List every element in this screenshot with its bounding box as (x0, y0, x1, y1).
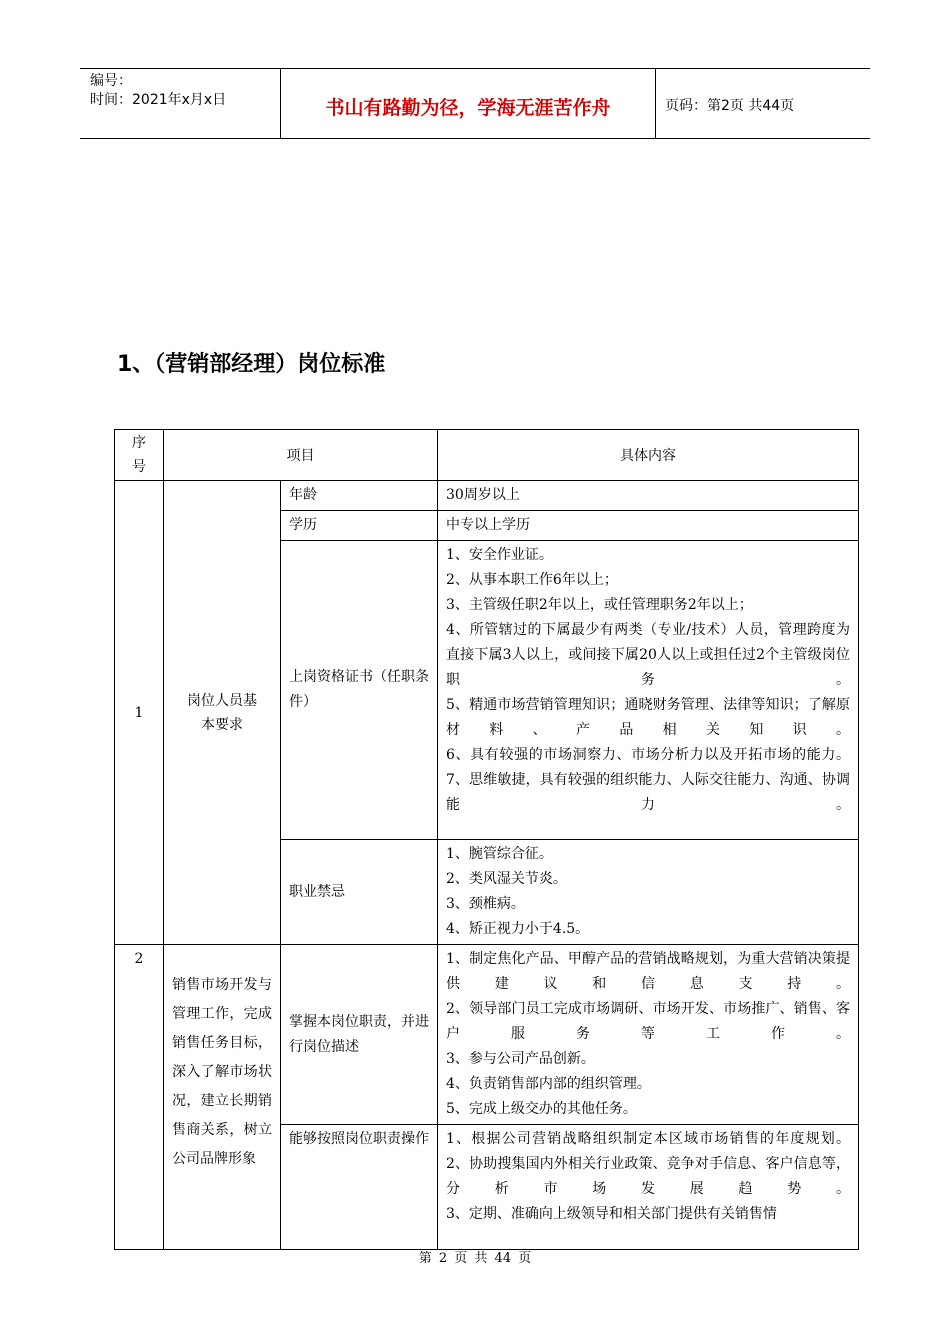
list-item: 5、精通市场营销管理知识；通晓财务管理、法律等知识；了解原材料、产品相关知识。 (446, 697, 850, 738)
subitem-label: 职业禁忌 (281, 840, 438, 945)
row1-category: 岗位人员基本要求 (164, 481, 281, 945)
header-page-cell (655, 69, 870, 138)
row2-seq: 2 (115, 945, 164, 1250)
table-row (115, 481, 859, 511)
page-footer: 第 2 页 共 44 页 (418, 1251, 532, 1266)
section-title: 1、（营销部经理）岗位标准 (117, 352, 386, 377)
document-number-label: 编号： (90, 73, 132, 89)
subitem-label: 掌握本岗位职责，并进行岗位描述 (281, 945, 438, 1125)
list-item: 1、制定焦化产品、甲醇产品的营销战略规划，为重大营销决策提供建议和信息支持。 (446, 951, 850, 992)
subitem-label: 年龄 (281, 481, 438, 511)
list-item: 6、具有较强的市场洞察力、市场分析力以及开拓市场的能力。 (446, 747, 850, 763)
list-item: 4、矫正视力小于4.5。 (446, 921, 590, 937)
list-item: 2、协助搜集国内外相关行业政策、竞争对手信息、客户信息等，分析市场发展趋势。 (446, 1156, 850, 1197)
subitem-label: 学历 (281, 511, 438, 541)
subitem-content (438, 945, 859, 1125)
subitem-label: 能够按照岗位职责操作 (281, 1125, 438, 1250)
document-time-label: 时间：2021年x月x日 (90, 92, 227, 108)
col-header-item: 项目 (164, 430, 438, 481)
subitem-content (438, 840, 859, 945)
header-page-info: 页码：第2页 共44页 (665, 98, 795, 114)
subitem-content (438, 1125, 859, 1250)
subitem-label: 上岗资格证书（任职条件） (281, 541, 438, 840)
list-item: 4、所管辖过的下属最少有两类（专业/技术）人员，管理跨度为直接下属3人以上，或间接下属20人以上或担任过2个主管级岗位职务。 (446, 622, 850, 688)
list-item: 1、安全作业证。 (446, 547, 553, 563)
list-item: 2、领导部门员工完成市场调研、市场开发、市场推广、销售、客户服务等工作。 (446, 1001, 850, 1042)
row1-seq: 1 (115, 481, 164, 945)
list-item: 3、主管级任职2年以上，或任管理职务2年以上； (446, 597, 753, 613)
list-item: 1、腕管综合征。 (446, 846, 553, 862)
list-item: 2、类风湿关节炎。 (446, 871, 567, 887)
table-header-row (115, 430, 859, 481)
page-header (80, 68, 870, 139)
header-meta (80, 69, 280, 138)
list-item: 3、颈椎病。 (446, 896, 525, 912)
job-standard-table (114, 429, 859, 1250)
col-header-content: 具体内容 (438, 430, 859, 481)
col-header-seq: 序号 (115, 430, 164, 481)
subitem-content: 30周岁以上 (438, 481, 859, 511)
subitem-content (438, 541, 859, 840)
subitem-content: 中专以上学历 (438, 511, 859, 541)
list-item: 3、定期、准确向上级领导和相关部门提供有关销售情 (446, 1206, 777, 1222)
header-motto-cell (280, 69, 656, 138)
list-item: 2、从事本职工作6年以上； (446, 572, 618, 588)
header-motto: 书山有路勤为径，学海无涯苦作舟 (325, 97, 611, 119)
row2-category: 销售市场开发与管理工作，完成销售任务目标，深入了解市场状况，建立长期销售商关系，树立公司品牌形象 (164, 945, 281, 1250)
list-item: 5、完成上级交办的其他任务。 (446, 1101, 637, 1117)
list-item: 4、负责销售部内部的组织管理。 (446, 1076, 651, 1092)
list-item: 1、根据公司营销战略组织制定本区域市场销售的年度规划。 (446, 1131, 850, 1147)
table-row (115, 945, 859, 1125)
list-item: 3、参与公司产品创新。 (446, 1051, 595, 1067)
list-item: 7、思维敏捷，具有较强的组织能力、人际交往能力、沟通、协调能力。 (446, 772, 850, 813)
